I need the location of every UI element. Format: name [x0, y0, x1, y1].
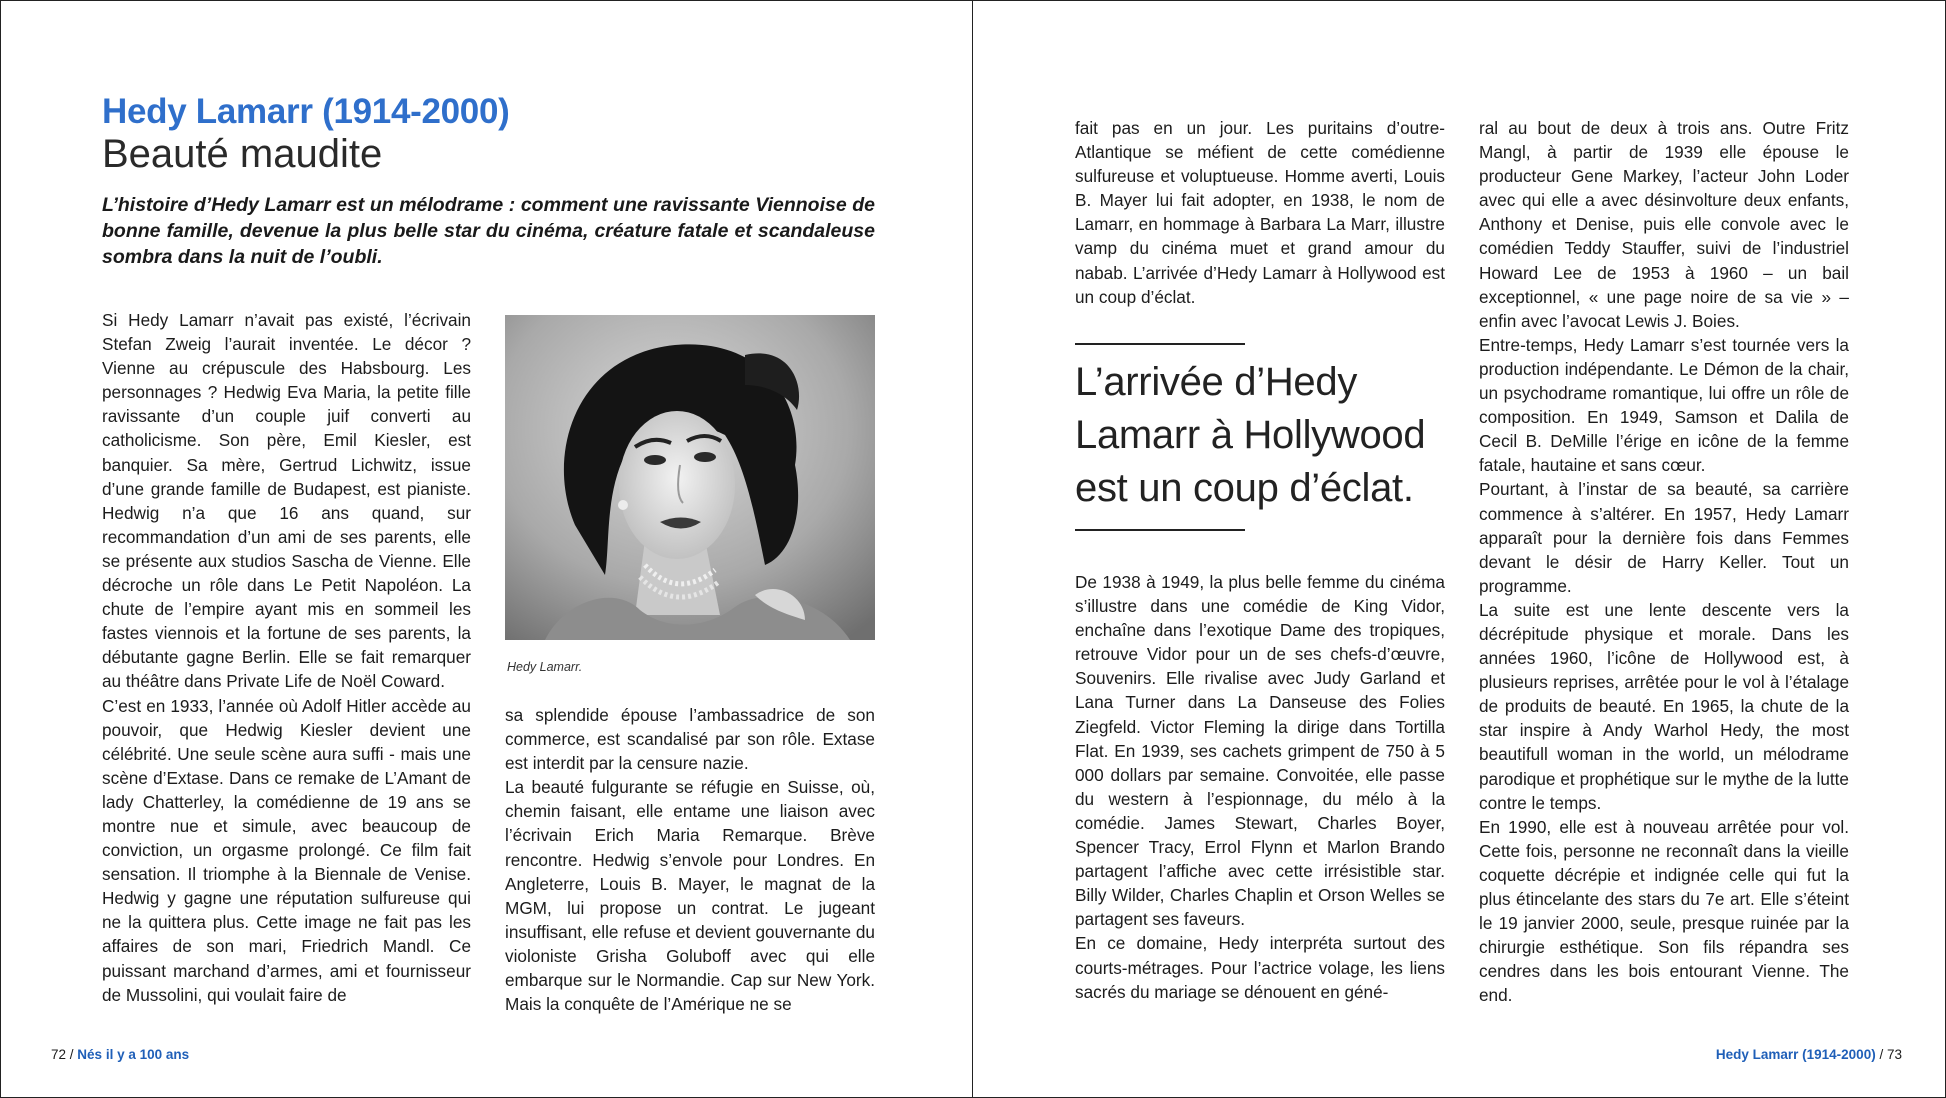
page-number: / 73 — [1879, 1047, 1902, 1062]
right-column-1-bottom — [1075, 570, 1445, 1004]
portrait-photo — [505, 315, 875, 640]
left-column-1 — [102, 308, 471, 1007]
folio-right — [1716, 1047, 1902, 1062]
article-subtitle: Beauté maudite — [102, 132, 383, 176]
portrait-image — [505, 315, 875, 640]
pullquote-rule-top — [1075, 343, 1245, 345]
paragraph: Pourtant, à l’instar de sa beauté, sa carrière commence à s’altérer. En 1957, Hedy Lamarr apparaît pour la dernière fois dans Femmes devant le désir de Harry Keller. Tout un programme. — [1479, 479, 1849, 596]
paragraph: En 1990, elle est à nouveau arrêtée pour vol. Cette fois, personne ne reconnaît dans la vieille coquette décrépie et indignée celle qui fut la plus étincelante des stars du 7e art. Elle s’éteint le 19 janvier 2000, seule, presque ruinée par la chirurgie esthétique. Son fils répandra ses cendres dans les bois entourant Vienne. The end. — [1479, 816, 1849, 1006]
paragraph: La suite est une lente descente vers la décrépitude physique et morale. Dans les années 1960, l’icône de Hollywood est, à plusieurs reprises, arrêtée pour le vol à l’étalage de produits de beauté. En 1965, la chute de la star inspire à Andy Warhol Hedy, the most beautifull woman in the world, un mélodrame parodique et prophétique sur le mythe de la lutte contre le temps. — [1479, 599, 1849, 813]
page-number: 72 / — [51, 1047, 74, 1062]
paragraph: fait pas en un jour. Les puritains d’outre-Atlantique se méfient de cette comédienne sulfureuse et voluptueuse. Homme averti, Louis B. Mayer lui fait adopter, en 1938, le nom de Lamarr, en hommage à Barbara La Marr, illustre vamp du cinéma muet et grand amour du nabab. L’arrivée d’Hedy Lamarr à Hollywood est un coup d’éclat. — [1075, 118, 1445, 307]
paragraph: La beauté fulgurante se réfugie en Suisse, où, chemin faisant, elle entame une liaison avec l’écrivain Erich Maria Remarque. Brève rencontre. Hedwig s’envole pour Londres. En Angleterre, Louis B. Mayer, le magnat de la MGM, lui propose un contrat. Le jugeant insuffisant, elle refuse et devient gouvernante du violoniste Grisha Goluboff avec qui elle embarque sur le Normandie. Cap sur New York. Mais la conquête de l’Amérique ne se — [505, 777, 875, 1015]
left-column-2 — [505, 703, 875, 1016]
paragraph: En ce domaine, Hedy interpréta surtout des courts-métrages. Pour l’actrice volage, les liens sacrés du mariage se dénouent en géné- — [1075, 933, 1445, 1002]
right-column-2 — [1479, 116, 1849, 1007]
right-page — [973, 0, 1946, 1098]
paragraph: Si Hedy Lamarr n’avait pas existé, l’écrivain Stefan Zweig l’aurait inventée. Le décor ? Vienne au crépuscule des Habsbourg. Les personnages ? Hedwig Eva Maria, la petite fille ravissante d’un couple juif converti au catholicisme. Son père, Emil Kiesler, est banquier. Sa mère, Gertrud Lichwitz, issue d’une grande famille de Budapest, est pianiste. Hedwig n’a que 16 ans quand, sur recommandation d’un ami de ses parents, elle se présente aux studios Sascha de Vienne. Elle décroche un rôle dans Le Petit Napoléon. La chute de l’empire ayant mis en sommeil les fastes viennois et la fortune de ses parents, la débutante gagne Berlin. Elle se fait remarquer au théâtre dans Private Life de Noël Coward. — [102, 310, 471, 692]
running-head: Hedy Lamarr (1914-2000) — [1715, 1047, 1876, 1062]
paragraph: C’est en 1933, l’année où Adolf Hitler accède au pouvoir, que Hedwig Kiesler devient une célébrité. Une seule scène aura suffi - mais une scène d’Extase. Dans ce remake de L’Amant de lady Chatterley, la comédienne de 19 ans se montre nue et simule, avec beaucoup de conviction, un orgasme prolongé. Ce film fait sensation. Il triomphe à la Biennale de Venise. Hedwig y gagne une réputation sulfureuse qui ne la quittera plus. Cette image ne fait pas les affaires de son mari, Friedrich Mandl. Ce puissant marchand d’armes, ami et fournisseur de Mussolini, qui voulait faire de — [102, 695, 471, 1005]
article-title: Hedy Lamarr (1914-2000) — [102, 92, 510, 131]
right-column-1-top — [1075, 116, 1445, 309]
article-lead: L’histoire d’Hedy Lamarr est un mélodrame : comment une ravissante Viennoise de bonne famille, devenue la plus belle star du cinéma, créature fatale et scandaleuse sombra dans la nuit de l’oubli. — [102, 194, 875, 268]
folio-left — [51, 1047, 189, 1062]
paragraph: sa splendide épouse l’ambassadrice de son commerce, est scandalisé par son rôle. Extase est interdit par la censure nazie. — [505, 705, 875, 774]
photo-caption: Hedy Lamarr. — [507, 660, 583, 674]
running-head: Nés il y a 100 ans — [77, 1047, 190, 1062]
pullquote-rule-bottom — [1075, 529, 1245, 531]
left-page — [0, 0, 972, 1098]
paragraph: Entre-temps, Hedy Lamarr s’est tournée vers la production indépendante. Le Démon de la chair, un psychodrame romantique, lui offre un rôle de composition. En 1949, Samson et Dalila de Cecil B. DeMille l’érige en icône de la femme fatale, hautaine et sans cœur. — [1479, 334, 1849, 476]
paragraph: ral au bout de deux à trois ans. Outre Fritz Mangl, à partir de 1939 elle épouse le producteur Gene Markey, l’acteur John Loder avec qui elle a avec désinvolture deux enfants, Anthony et Denise, puis elle convole avec le comédien Teddy Stauffer, suivi de l’industriel Howard Lee de 1953 à 1960 – un bail exceptionnel, « une page noire de sa vie » – enfin avec l’avocat Lewis J. Boies. — [1479, 118, 1849, 331]
paragraph: De 1938 à 1949, la plus belle femme du cinéma s’illustre dans une comédie de King Vidor, enchaîne dans l’exotique Dame des tropiques, retrouve Vidor pour un de ses chefs-d’œuvre, Souvenirs. Elle rivalise avec Judy Garland et Lana Turner dans La Danseuse des Folies Ziegfeld. Victor Fleming la dirige dans Tortilla Flat. En 1939, ses cachets grimpent de 750 à 5 000 dollars par semaine. Convoitée, elle passe du western à l’espionnage, du mélo à la comédie. James Stewart, Charles Boyer, Spencer Tracy, Errol Flynn et Marlon Brando partagent l’affiche avec cette irrésistible star. Billy Wilder, Charles Chaplin et Orson Welles se partagent ses faveurs. — [1075, 572, 1445, 930]
pullquote: L’arrivée d’Hedy Lamarr à Hollywood est un coup d’éclat. — [1075, 360, 1426, 510]
